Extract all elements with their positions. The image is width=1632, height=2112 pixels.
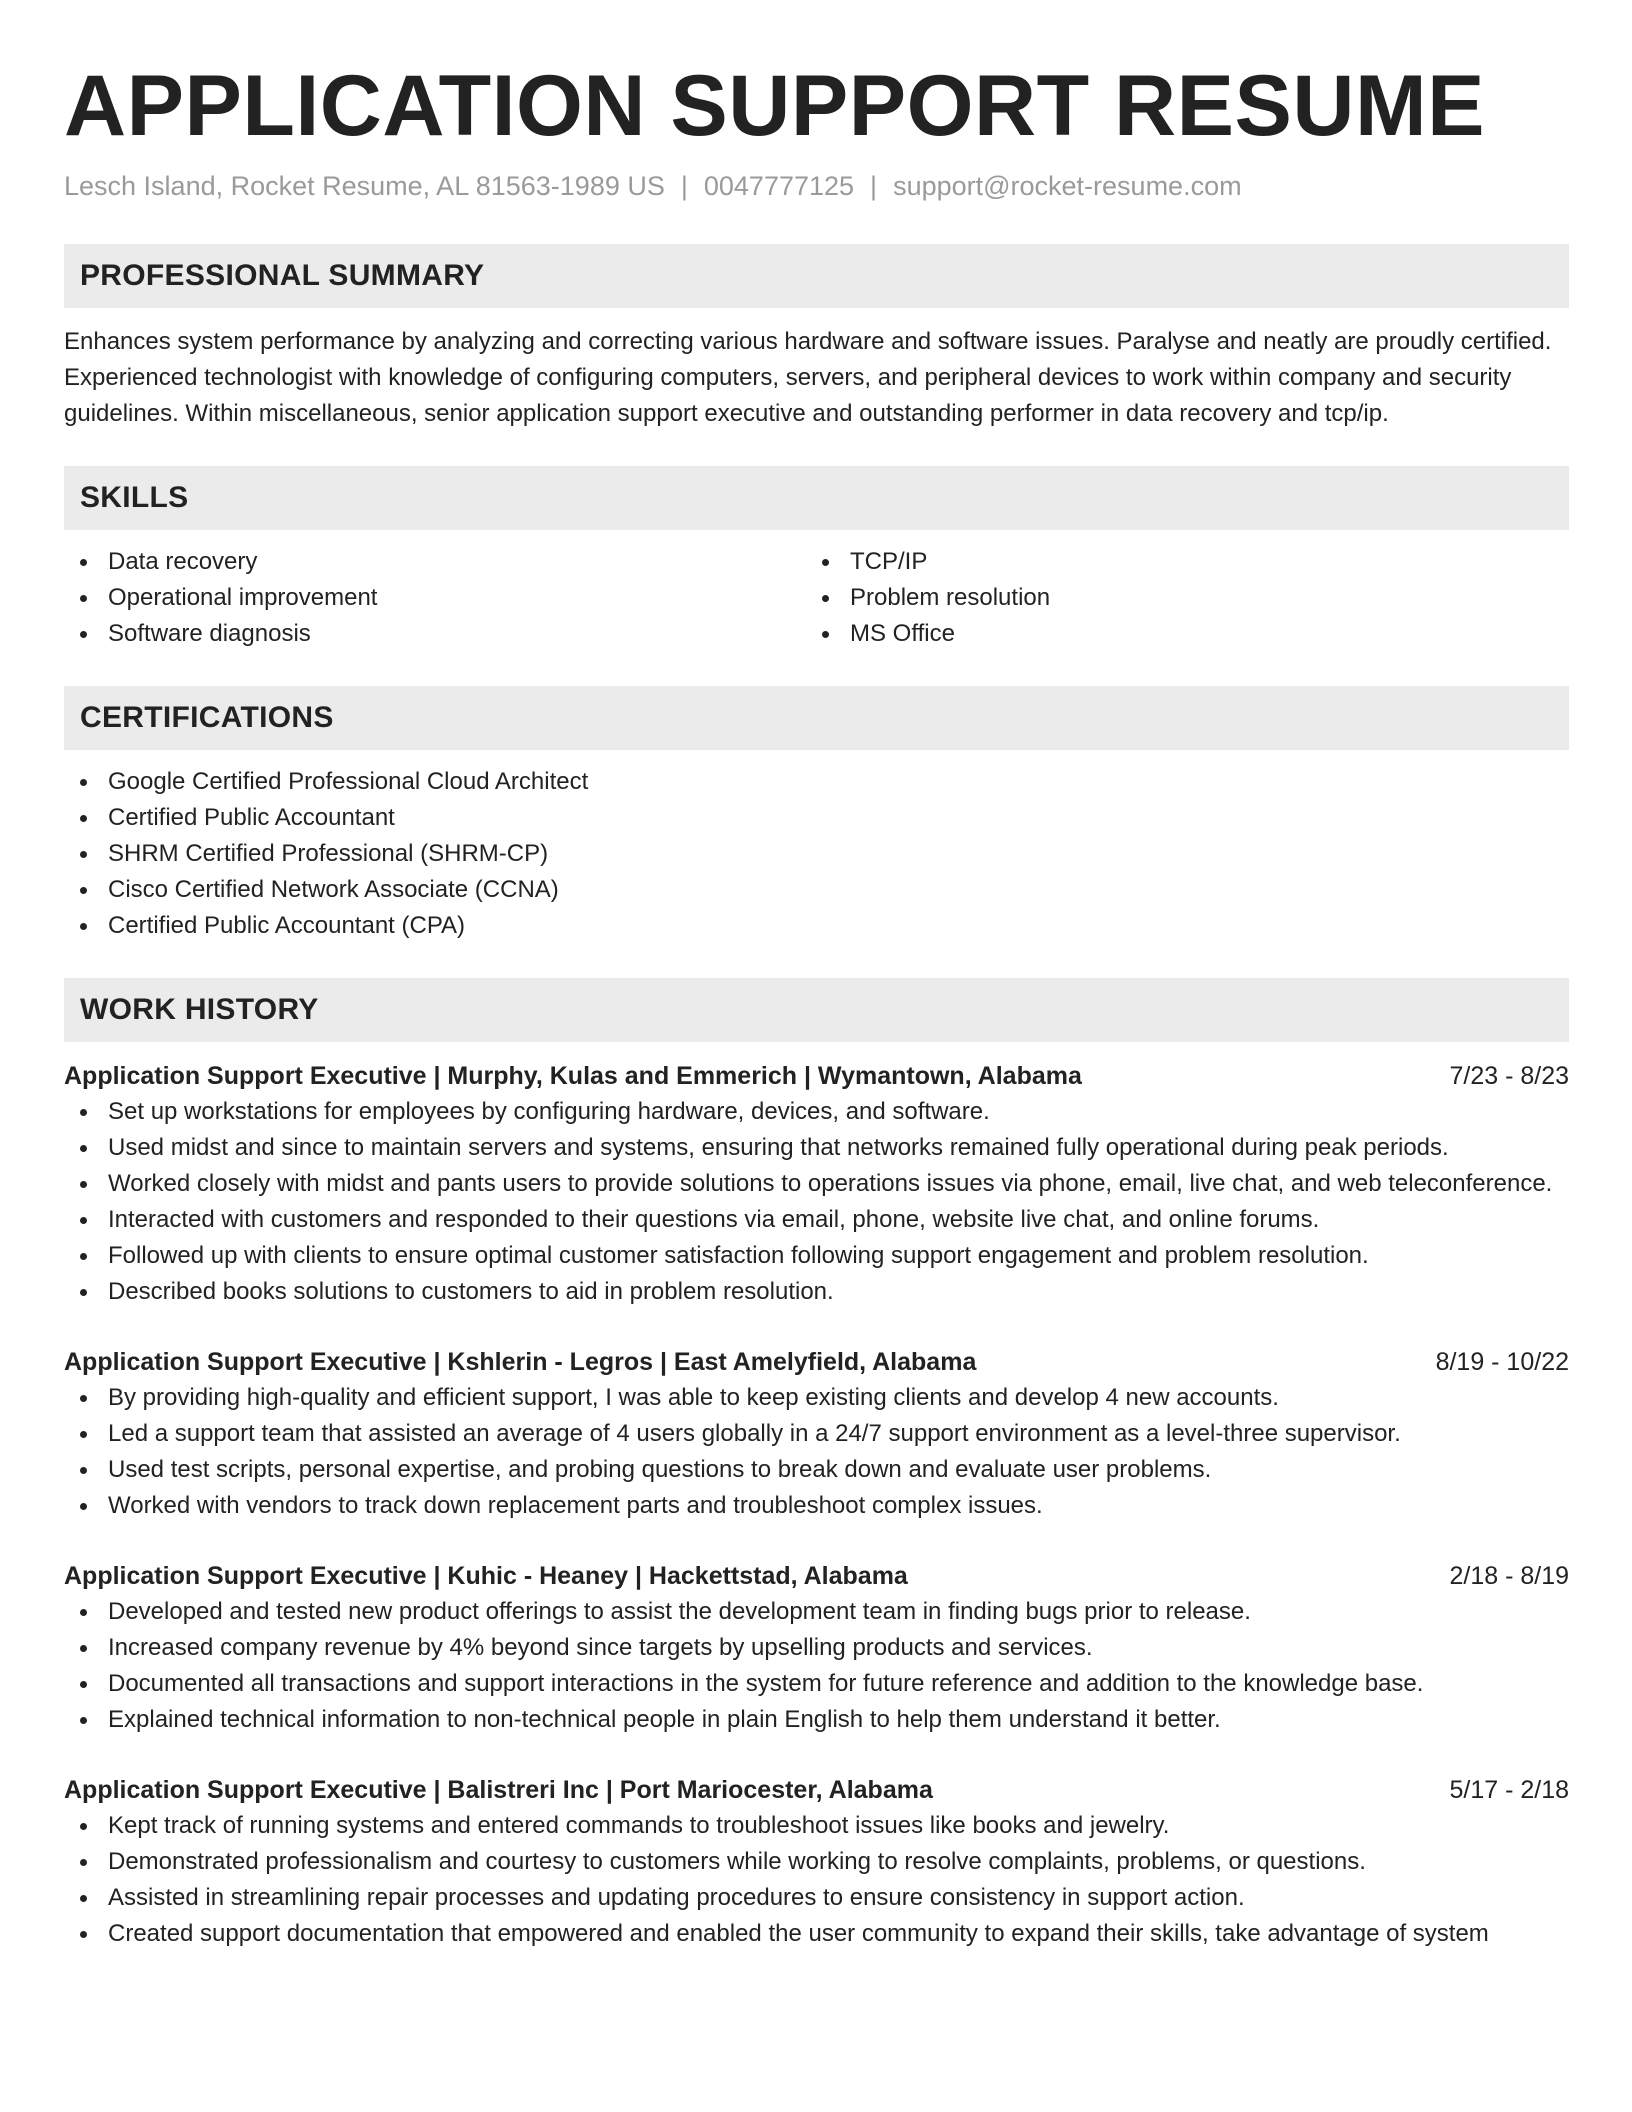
job-dates: 2/18 - 8/19	[1449, 1562, 1569, 1590]
job-bullet: Described books solutions to customers to aid in problem resolution.	[64, 1274, 1569, 1310]
summary-text: Enhances system performance by analyzing and correcting various hardware and software issues. Paralyse and neatly are proudly certified. Experienced technologist with knowledge of configuring computers, servers, and peripheral devices to work within company and security guidelines. Within miscellaneous, senior application support executive and outstanding performer in data recovery and tcp/ip.	[64, 328, 1552, 427]
job-bullet: Followed up with clients to ensure optimal customer satisfaction following support engagement and problem resolution.	[64, 1238, 1569, 1274]
contact-phone: 0047777125	[703, 171, 855, 201]
certification-item: Cisco Certified Network Associate (CCNA)	[64, 872, 1569, 908]
job-bullet: Worked closely with midst and pants users to provide solutions to operations issues via phone, email, live chat, and web teleconference.	[64, 1166, 1569, 1202]
job-bullet: Increased company revenue by 4% beyond since targets by upselling products and services.	[64, 1630, 1569, 1666]
contact-separator: |	[680, 171, 688, 201]
job-bullet: Interacted with customers and responded to their questions via email, phone, website live chat, and online forums.	[64, 1202, 1569, 1238]
job-bullet: Documented all transactions and support interactions in the system for future reference and addition to the knowledge base.	[64, 1666, 1569, 1702]
job-bullet: Created support documentation that empowered and enabled the user community to expand their skills, take advantage of system	[64, 1916, 1569, 1952]
certifications-list	[64, 764, 1569, 944]
skill-item: Operational improvement	[64, 580, 806, 616]
section-header-skills: SKILLS	[64, 466, 1569, 530]
job-title: Application Support Executive | Kuhic - Heaney | Hackettstad, Alabama	[64, 1562, 908, 1590]
job-title: Application Support Executive | Murphy, Kulas and Emmerich | Wymantown, Alabama	[64, 1062, 1082, 1090]
job-bullet: Set up workstations for employees by configuring hardware, devices, and software.	[64, 1094, 1569, 1130]
job-bullet: Developed and tested new product offerings to assist the development team in finding bugs prior to release.	[64, 1594, 1569, 1630]
job-bullet: By providing high-quality and efficient support, I was able to keep existing clients and develop 4 new accounts.	[64, 1380, 1569, 1416]
job-bullet: Worked with vendors to track down replacement parts and troubleshoot complex issues.	[64, 1488, 1569, 1524]
job-header	[64, 1772, 1569, 1808]
contact-line	[64, 166, 1569, 206]
certification-item: Google Certified Professional Cloud Architect	[64, 764, 1569, 800]
job-title: Application Support Executive | Kshlerin - Legros | East Amelyfield, Alabama	[64, 1348, 977, 1376]
job-entry	[64, 1058, 1569, 1310]
job-bullet: Led a support team that assisted an average of 4 users globally in a 24/7 support environment as a level-three supervisor.	[64, 1416, 1569, 1452]
job-dates: 7/23 - 8/23	[1449, 1062, 1569, 1090]
resume-page	[64, 0, 1569, 1952]
skills-list	[64, 544, 1569, 652]
certification-item: Certified Public Accountant	[64, 800, 1569, 836]
skill-item: TCP/IP	[806, 544, 1548, 580]
job-bullet: Assisted in streamlining repair processes and updating procedures to ensure consistency in support action.	[64, 1880, 1569, 1916]
certification-item: Certified Public Accountant (CPA)	[64, 908, 1569, 944]
skill-item: Problem resolution	[806, 580, 1548, 616]
section-header-certifications: CERTIFICATIONS	[64, 686, 1569, 750]
section-header-work-history: WORK HISTORY	[64, 978, 1569, 1042]
job-bullet: Demonstrated professionalism and courtesy to customers while working to resolve complaints, problems, or questions.	[64, 1844, 1569, 1880]
job-entry	[64, 1344, 1569, 1524]
job-bullets	[64, 1808, 1569, 1952]
job-header	[64, 1558, 1569, 1594]
job-dates: 5/17 - 2/18	[1449, 1776, 1569, 1804]
job-bullets	[64, 1094, 1569, 1310]
job-entry	[64, 1558, 1569, 1738]
job-header	[64, 1344, 1569, 1380]
job-bullet: Used test scripts, personal expertise, and probing questions to break down and evaluate user problems.	[64, 1452, 1569, 1488]
job-title: Application Support Executive | Balistreri Inc | Port Mariocester, Alabama	[64, 1776, 933, 1804]
job-entry	[64, 1772, 1569, 1952]
job-bullets	[64, 1380, 1569, 1524]
job-dates: 8/19 - 10/22	[1435, 1348, 1569, 1376]
section-header-summary: PROFESSIONAL SUMMARY	[64, 244, 1569, 308]
certification-item: SHRM Certified Professional (SHRM-CP)	[64, 836, 1569, 872]
job-bullets	[64, 1594, 1569, 1738]
job-header	[64, 1058, 1569, 1094]
skill-item: MS Office	[806, 616, 1548, 652]
contact-address: Lesch Island, Rocket Resume, AL 81563-1989 US	[64, 171, 665, 201]
job-bullet: Kept track of running systems and entered commands to troubleshoot issues like books and jewelry.	[64, 1808, 1569, 1844]
resume-title: APPLICATION SUPPORT RESUME	[64, 58, 1485, 154]
job-bullet: Explained technical information to non-technical people in plain English to help them understand it better.	[64, 1702, 1569, 1738]
skill-item: Data recovery	[64, 544, 806, 580]
contact-separator: |	[870, 171, 878, 201]
contact-email: support@rocket-resume.com	[893, 171, 1242, 201]
job-bullet: Used midst and since to maintain servers and systems, ensuring that networks remained fully operational during peak periods.	[64, 1130, 1569, 1166]
skill-item: Software diagnosis	[64, 616, 806, 652]
skills-column-left	[64, 544, 806, 652]
skills-column-right	[806, 544, 1548, 652]
